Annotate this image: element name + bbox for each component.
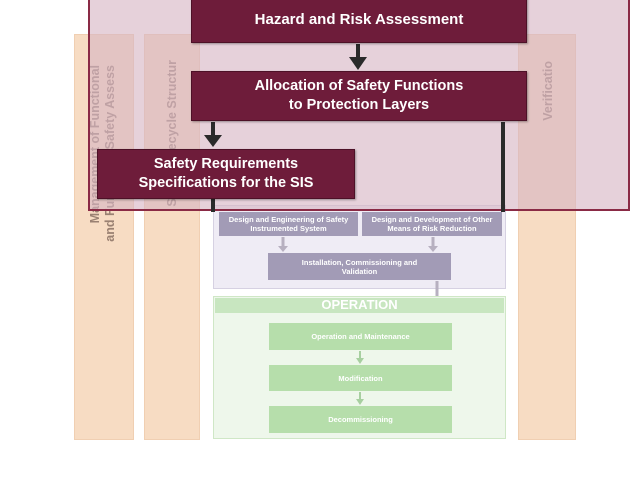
operation-header-text: OPERATION (321, 297, 398, 312)
design-other-text: Design and Development of Other Means of Risk Reduction (371, 215, 493, 233)
operation-step-label: Decommissioning (328, 415, 393, 424)
operation-step-label: Operation and Maintenance (311, 332, 410, 341)
arrowhead-allocation (349, 57, 367, 70)
hazard-risk-assessment-text: Hazard and Risk Assessment (254, 11, 464, 28)
allocation-box (191, 71, 527, 121)
hazard-risk-assessment-box (191, 0, 527, 43)
safety-requirements-box (97, 149, 355, 199)
operation-step-label: Modification (338, 373, 383, 383)
safety-requirements-text: Safety Requirements Specifications for the SIS (138, 156, 314, 191)
allocation-text: Allocation of Safety Functions to Protection Layers (254, 78, 464, 113)
arrowhead-srs (204, 135, 222, 147)
installation-text: Installation, Commissioning and Validation (301, 257, 418, 276)
design-sis-text: Design and Engineering of Safety Instrumented System (228, 215, 349, 233)
